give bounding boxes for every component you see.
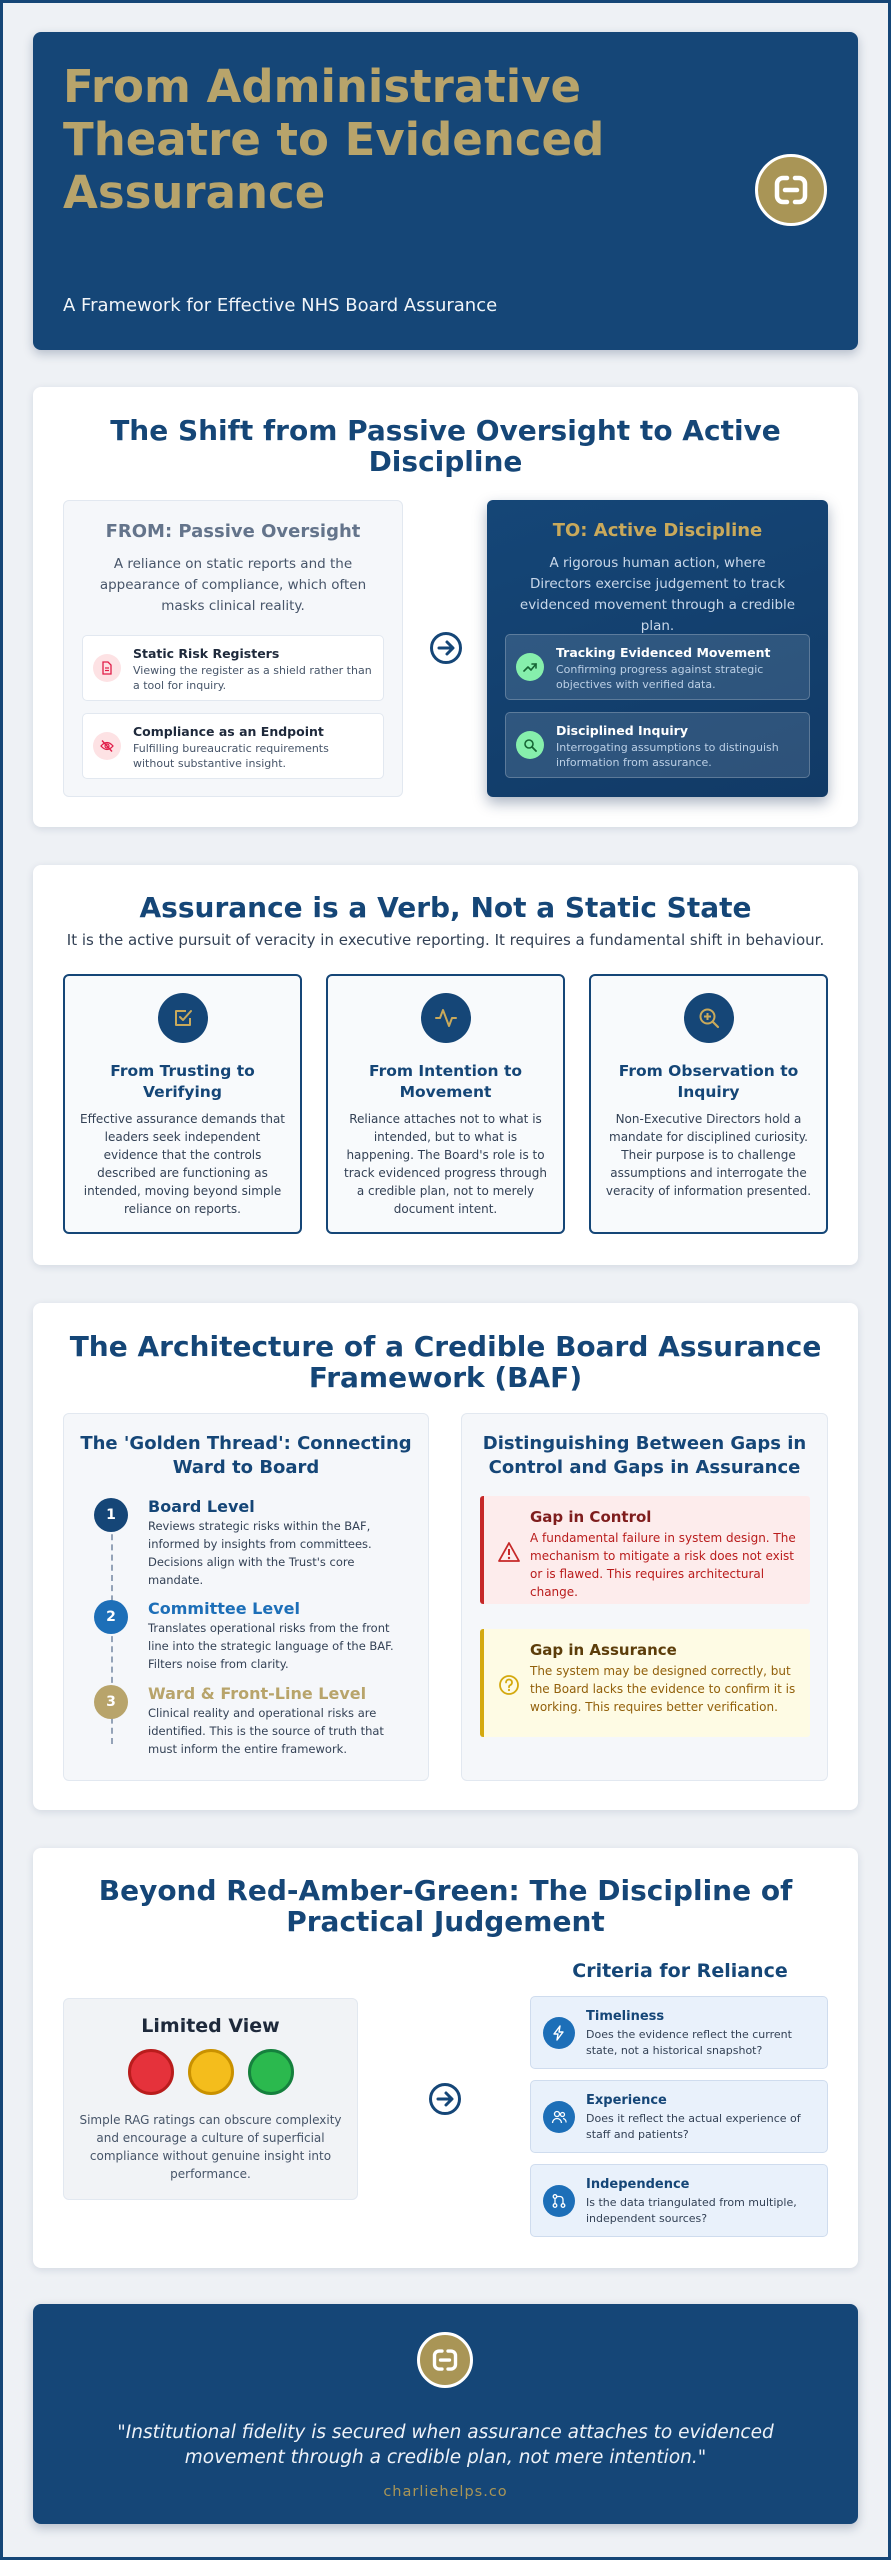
- verb-card-desc: Non-Executive Directors hold a mandate for disciplined curiosity. Their purpose is to challenge assumptions and interrogate the veracity of information presented.: [605, 1112, 812, 1198]
- from-item-desc: Viewing the register as a shield rather than a tool for inquiry.: [133, 664, 372, 692]
- amber-light: [188, 2049, 234, 2095]
- check-square-icon: [158, 993, 208, 1043]
- from-heading: FROM: Passive Oversight: [105, 521, 361, 542]
- baf-section: [33, 1303, 858, 1810]
- activity-icon: [421, 993, 471, 1043]
- criteria-desc: Does the evidence reflect the current state, not a historical snapshot?: [586, 2028, 792, 2057]
- criteria-title: Timeliness: [586, 2009, 665, 2024]
- to-item-tracking: [505, 634, 810, 700]
- level-desc: Translates operational risks from the front line into the strategic language of the BAF. Filters noise from clarity.: [148, 1621, 394, 1671]
- search-icon: [516, 731, 544, 759]
- criteria-title: Independence: [586, 2177, 690, 2192]
- verb-card-movement: [326, 974, 565, 1234]
- baf-title: The Architecture of a Credible Board Assurance Framework (BAF): [69, 1330, 822, 1394]
- from-item-compliance: [82, 713, 384, 779]
- rag-section: [33, 1848, 858, 2268]
- from-description: A reliance on static reports and the appearance of compliance, which often masks clinical reality.: [99, 556, 367, 614]
- gaps-heading: Distinguishing Between Gaps in Control and Gaps in Assurance: [482, 1433, 807, 1478]
- link-logo-icon: [417, 2332, 473, 2388]
- verb-card-verifying: [63, 974, 302, 1234]
- arrow-right-icon: [428, 2082, 462, 2116]
- rag-title: Beyond Red-Amber-Green: The Discipline of Practical Judgement: [98, 1874, 793, 1938]
- green-light: [248, 2049, 294, 2095]
- hero-title: From Administrative Theatre to Evidenced Assurance: [63, 60, 605, 219]
- to-heading: TO: Active Discipline: [552, 520, 763, 541]
- branch-icon: [543, 2185, 575, 2217]
- to-item-inquiry: [505, 712, 810, 778]
- to-description: A rigorous human action, where Directors exercise judgement to track evidenced movement through a credible plan.: [519, 555, 796, 634]
- warning-triangle-icon: [498, 1541, 520, 1563]
- criteria-heading: Criteria for Reliance: [572, 1960, 788, 1982]
- hero-subtitle: A Framework for Effective NHS Board Assurance: [63, 295, 498, 316]
- level-number: 2: [94, 1600, 128, 1634]
- limited-view-desc: Simple RAG ratings can obscure complexity and encourage a culture of superficial compliance without genuine insight into performance.: [79, 2113, 342, 2181]
- to-item-title: Disciplined Inquiry: [556, 723, 688, 738]
- question-circle-icon: [498, 1674, 520, 1696]
- from-item-desc: Fulfilling bureaucratic requirements without substantive insight.: [133, 742, 329, 770]
- gap-assurance-desc: The system may be designed correctly, but the Board lacks the evidence to confirm it is working. This requires better verification.: [530, 1664, 796, 1714]
- verb-subtitle: It is the active pursuit of veracity in executive reporting. It requires a fundamental shift in behaviour.: [66, 931, 825, 949]
- gap-assurance-title: Gap in Assurance: [530, 1641, 677, 1659]
- arrow-right-icon: [429, 631, 463, 665]
- criteria-title: Experience: [586, 2093, 667, 2108]
- level-number: 1: [94, 1498, 128, 1532]
- golden-thread-heading: The 'Golden Thread': Connecting Ward to Board: [80, 1433, 412, 1478]
- verb-card-desc: Effective assurance demands that leaders seek independent evidence that the controls described are functioning as intended, moving beyond simple reliance on reports.: [79, 1112, 286, 1216]
- verb-card-title: From Trusting to Verifying: [110, 1062, 255, 1101]
- gap-control-title: Gap in Control: [530, 1508, 652, 1526]
- from-item-title: Static Risk Registers: [133, 646, 280, 661]
- from-panel: [63, 500, 403, 797]
- to-panel: [487, 500, 828, 797]
- link-logo-icon: [755, 154, 827, 226]
- verb-card-desc: Reliance attaches not to what is intended, but to what is happening. The Board's role is to track evidenced progress through a credible plan, not to merely document intent.: [344, 1112, 547, 1216]
- document-icon: [93, 654, 121, 682]
- level-number: 3: [94, 1685, 128, 1719]
- verb-card-title: From Observation to Inquiry: [618, 1062, 799, 1101]
- eye-off-icon: [93, 732, 121, 760]
- criteria-experience: [530, 2080, 828, 2153]
- verb-section: [33, 865, 858, 1265]
- limited-view-heading: Limited View: [141, 2015, 280, 2037]
- gaps-panel: [461, 1413, 828, 1781]
- gap-control-desc: A fundamental failure in system design. The mechanism to mitigate a risk does not exist or is flawed. This requires architectural change.: [530, 1531, 796, 1599]
- hero-banner: [33, 32, 858, 350]
- trending-up-icon: [516, 653, 544, 681]
- level-desc: Reviews strategic risks within the BAF, informed by insights from committees. Decisions align with the Trust's core mandate.: [148, 1519, 372, 1587]
- level-title: Ward & Front-Line Level: [148, 1684, 367, 1703]
- verb-card-inquiry: [589, 974, 828, 1234]
- shift-title: The Shift from Passive Oversight to Active Discipline: [110, 414, 781, 478]
- footer: [33, 2304, 858, 2524]
- from-item-static-risk: [82, 635, 384, 701]
- limited-view-panel: [63, 1998, 358, 2200]
- shift-section: [33, 387, 858, 827]
- level-title: Committee Level: [148, 1599, 300, 1618]
- golden-thread-panel: [63, 1413, 429, 1781]
- level-title: Board Level: [148, 1497, 255, 1516]
- footer-site-link[interactable]: charliehelps.co: [383, 2484, 508, 2500]
- gap-in-assurance: [480, 1629, 810, 1737]
- criteria-independence: [530, 2164, 828, 2237]
- to-item-desc: Confirming progress against strategic objectives with verified data.: [556, 663, 764, 691]
- verb-title: Assurance is a Verb, Not a Static State: [139, 891, 752, 924]
- criteria-timeliness: [530, 1996, 828, 2069]
- level-desc: Clinical reality and operational risks are identified. This is the source of truth that must inform the entire framework.: [148, 1706, 384, 1756]
- criteria-desc: Does it reflect the actual experience of staff and patients?: [586, 2112, 801, 2141]
- footer-quote: "Institutional fidelity is secured when assurance attaches to evidenced movement through a credible plan, not mere intention.": [117, 2422, 774, 2468]
- lightning-icon: [543, 2017, 575, 2049]
- red-light: [128, 2049, 174, 2095]
- users-icon: [543, 2101, 575, 2133]
- zoom-in-icon: [684, 993, 734, 1043]
- from-item-title: Compliance as an Endpoint: [133, 724, 324, 739]
- gap-in-control: [480, 1496, 810, 1604]
- to-item-desc: Interrogating assumptions to distinguish information from assurance.: [556, 741, 779, 769]
- verb-card-title: From Intention to Movement: [368, 1062, 523, 1101]
- to-item-title: Tracking Evidenced Movement: [556, 645, 771, 660]
- criteria-desc: Is the data triangulated from multiple, independent sources?: [586, 2196, 797, 2225]
